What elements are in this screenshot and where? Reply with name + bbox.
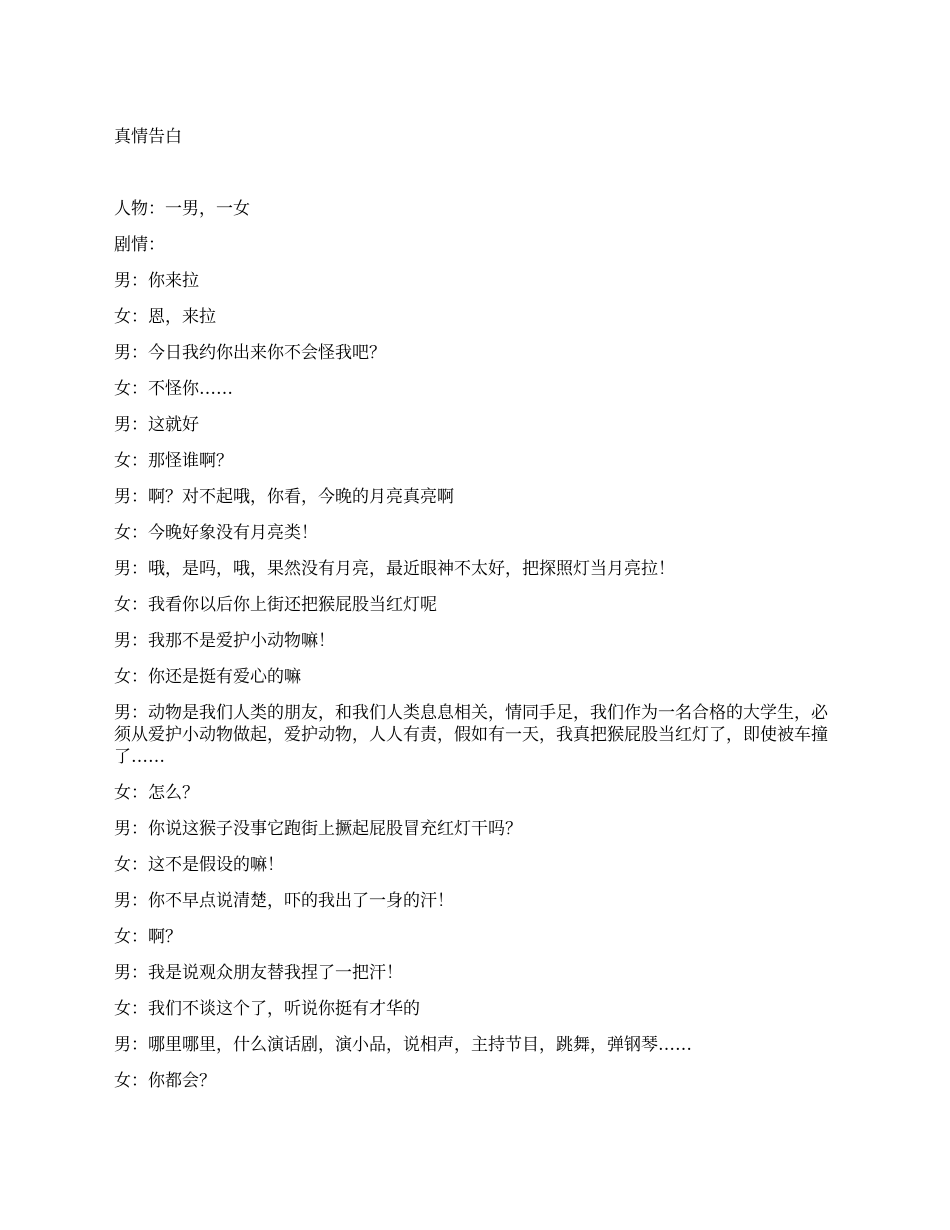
- paragraph-plot-label: 剧情：: [114, 235, 165, 255]
- paragraph-characters: 人物：一男，一女: [114, 199, 250, 219]
- document-title: 真情告白: [114, 127, 182, 147]
- dialogue-line: 女：怎么？: [114, 783, 199, 803]
- dialogue-line: 男：哦，是吗，哦，果然没有月亮，最近眼神不太好，把探照灯当月亮拉！: [114, 559, 675, 579]
- dialogue-line: 女：这不是假设的嘛！: [114, 855, 284, 875]
- dialogue-line: 男：你说这猴子没事它跑街上撅起屁股冒充红灯干吗？: [114, 819, 522, 839]
- dialogue-line: 女：那怪谁啊？: [114, 451, 233, 471]
- dialogue-line: 男：哪里哪里，什么演话剧，演小品，说相声，主持节目，跳舞，弹钢琴……: [114, 1035, 692, 1055]
- dialogue-line: 男：动物是我们人类的朋友，和我们人类息息相关，情同手足，我们作为一名合格的大学生，必须从爱护小动物做起，爱护动物，人人有责，假如有一天，我真把猴屁股当红灯了，即使被车撞了……: [114, 703, 828, 767]
- dialogue-line: 男：我是说观众朋友替我捏了一把汗！: [114, 963, 403, 983]
- dialogue-line: 男：你来拉: [114, 271, 199, 291]
- dialogue-line: 女：我们不谈这个了，听说你挺有才华的: [114, 999, 420, 1019]
- dialogue-line: 女：恩，来拉: [114, 307, 216, 327]
- dialogue-line: 男：我那不是爱护小动物嘛！: [114, 631, 335, 651]
- dialogue-line: 男：你不早点说清楚，吓的我出了一身的汗！: [114, 891, 454, 911]
- dialogue-line: 女：今晚好象没有月亮类！: [114, 523, 318, 543]
- dialogue-line: 女：不怪你……: [114, 379, 233, 399]
- dialogue-line: 女：我看你以后你上街还把猴屁股当红灯呢: [114, 595, 437, 615]
- dialogue-line: 女：啊？: [114, 927, 182, 947]
- dialogue-line: 女：你都会？: [114, 1071, 216, 1091]
- dialogue-line: 女：你还是挺有爱心的嘛: [114, 667, 301, 687]
- document-body: [114, 198, 842, 1106]
- dialogue-line: 男：今日我约你出来你不会怪我吧？: [114, 343, 386, 363]
- dialogue-line: 男：啊？对不起哦，你看，今晚的月亮真亮啊: [114, 487, 454, 507]
- dialogue-line: 男：这就好: [114, 415, 199, 435]
